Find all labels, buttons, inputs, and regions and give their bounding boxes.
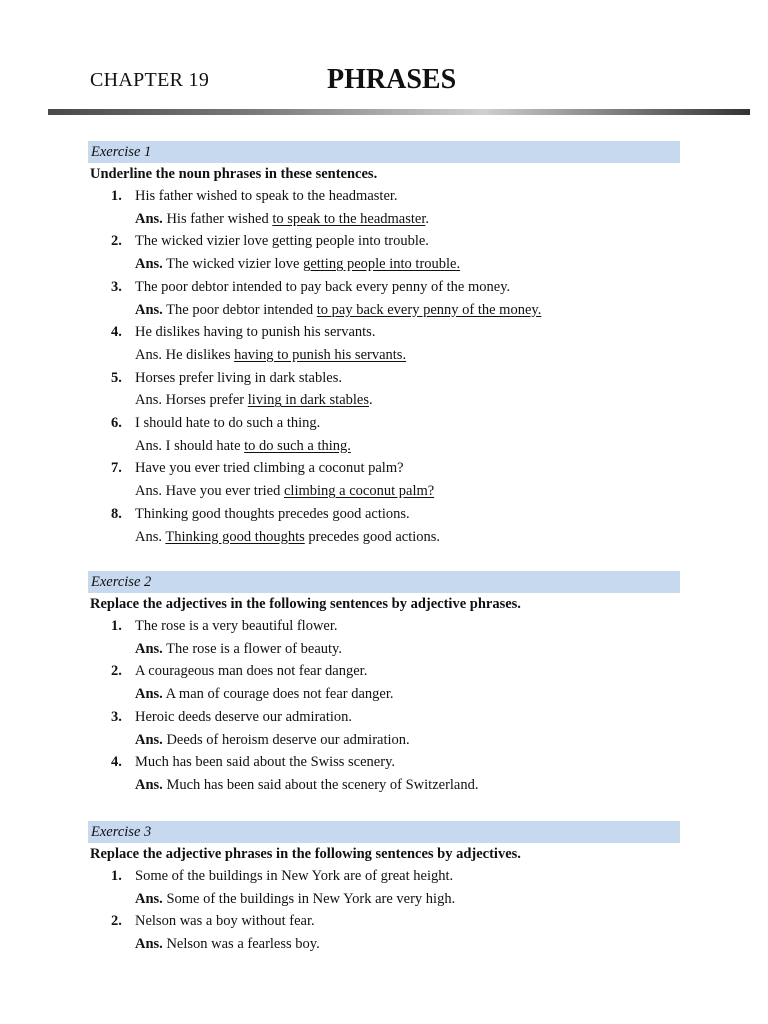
answer-item [88,888,680,911]
answer-item [88,480,680,503]
item-number: 6. [111,415,122,432]
item-number: 1. [111,188,122,204]
question-text: The poor debtor intended to pay back every penny of the money. [135,278,511,295]
header-divider [48,109,750,115]
answer-label: Ans. [135,890,163,907]
answer-underlined-phrase: getting people into trouble. [303,256,461,273]
item-number: 7. [111,460,122,477]
question-item [88,706,680,729]
item-number: 1. [111,868,122,884]
answer-pre: He dislikes [162,346,235,363]
question-text: Thinking good thoughts precedes good actions. [135,505,410,522]
exercise-title: Exercise 2 [88,571,680,593]
answer-label: Ans. [135,392,162,409]
answer-post: . [425,210,429,227]
exercise-3 [88,821,680,956]
answer-text: A man of courage does not fear danger. [162,686,394,703]
question-text: His father wished to speak to the headmaster. [135,188,398,204]
answer-label: Ans. [135,528,162,545]
chapter-label: CHAPTER 19 [90,69,210,91]
question-item [88,367,680,390]
question-item [88,457,680,480]
question-text: Horses prefer living in dark stables. [135,369,342,386]
question-item [88,412,680,435]
answer-text: The rose is a flower of beauty. [162,640,342,657]
answer-item [88,435,680,458]
exercise-instruction: Replace the adjective phrases in the following sentences by adjectives. [90,846,521,862]
page-title: PHRASES [327,64,457,95]
answer-pre: The wicked vizier love [162,256,304,273]
question-item [88,230,680,253]
answer-underlined-phrase: having to punish his servants. [234,346,407,363]
answer-item [88,683,680,706]
exercise-1 [88,141,680,548]
answer-label: Ans. [135,483,162,500]
answer-text: Nelson was a fearless boy. [162,936,320,953]
item-number: 2. [111,663,122,680]
answer-underlined-phrase: living in dark stables [247,392,369,409]
answer-pre: Have you ever tried [162,483,284,500]
question-text: He dislikes having to punish his servants. [135,324,376,341]
answer-item [88,389,680,412]
answer-item [88,208,680,231]
question-text: Some of the buildings in New York are of great height. [135,868,454,884]
answer-underlined-phrase: to speak to the headmaster [272,210,426,227]
answer-pre: Horses prefer [162,392,248,409]
answer-item [88,526,680,549]
question-text: The wicked vizier love getting people into trouble. [135,233,429,250]
question-item [88,276,680,299]
answer-label: Ans. [135,346,162,363]
item-number: 3. [111,278,122,295]
question-text: Have you ever tried climbing a coconut palm? [135,460,404,477]
question-text: Heroic deeds deserve our admiration. [135,708,353,725]
question-item [88,321,680,344]
item-number: 2. [111,913,122,930]
item-number: 8. [111,505,122,522]
question-text: Nelson was a boy without fear. [135,913,315,930]
answer-pre: His father wished [162,210,273,227]
question-text: Much has been said about the Swiss scenery. [135,754,396,771]
answer-text: Deeds of heroism deserve our admiration. [162,731,410,748]
answer-label: Ans. [135,936,163,953]
answer-label: Ans. [135,776,163,793]
answer-label: Ans. [135,731,163,748]
exercise-instruction: Replace the adjectives in the following sentences by adjective phrases. [90,596,521,612]
question-item [88,910,680,933]
page-header [90,64,690,100]
answer-pre: The poor debtor intended [162,301,317,318]
item-number: 1. [111,618,122,634]
answer-text: Much has been said about the scenery of Switzerland. [162,776,479,793]
answer-underlined-phrase: Thinking good thoughts [165,528,305,545]
answer-label: Ans. [135,686,163,703]
answer-post: . [368,392,373,409]
question-text: A courageous man does not fear danger. [135,663,368,680]
answer-item [88,253,680,276]
question-item [88,185,680,208]
answer-pre: I should hate [162,437,245,454]
exercise-instruction: Underline the noun phrases in these sentences. [90,166,378,182]
answer-underlined-phrase: to pay back every penny of the money. [316,301,542,318]
item-number: 2. [111,233,122,250]
item-number: 4. [111,324,122,341]
question-item [88,751,680,774]
answer-item [88,933,680,956]
answer-label: Ans. [135,437,162,454]
answer-label: Ans. [135,210,163,227]
answer-item [88,774,680,797]
answer-item [88,299,680,322]
exercise-title: Exercise 1 [88,141,680,163]
item-number: 3. [111,708,122,725]
question-text: I should hate to do such a thing. [135,415,321,432]
answer-label: Ans. [135,640,163,657]
answer-text: Some of the buildings in New York are very high. [162,890,456,907]
answer-post: precedes good actions. [304,528,441,545]
answer-item [88,638,680,661]
answer-item [88,729,680,752]
answer-underlined-phrase: to do such a thing. [244,437,351,454]
question-item [88,615,680,638]
question-item [88,660,680,683]
question-item [88,865,680,888]
exercise-2 [88,571,680,797]
answer-label: Ans. [135,301,163,318]
answer-label: Ans. [135,256,163,273]
question-text: The rose is a very beautiful flower. [135,618,338,634]
exercise-title: Exercise 3 [88,821,680,843]
answer-underlined-phrase: climbing a coconut palm? [284,483,435,500]
item-number: 5. [111,369,122,386]
item-number: 4. [111,754,122,771]
answer-item [88,344,680,367]
question-item [88,503,680,526]
